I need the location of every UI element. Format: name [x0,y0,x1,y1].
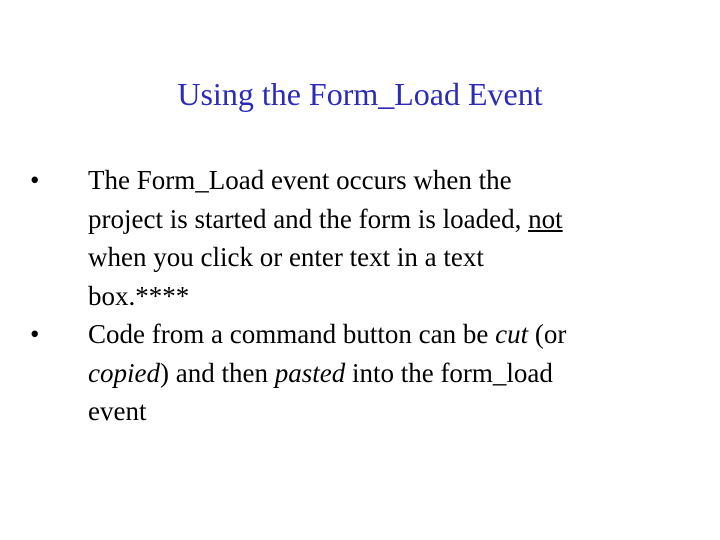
bullet-icon: • [30,165,40,195]
underlined-emphasis: not [528,203,563,234]
bullet-text-line: event [88,396,147,426]
bullet-text-segment: (or [528,319,567,349]
bullet-text-line: The Form_Load event occurs when the [88,165,512,195]
bullet-text-line: box.**** [88,280,190,311]
bullet-text-line [88,200,670,239]
bullet-item [30,161,670,315]
slide-title: Using the Form_Load Event [177,76,543,112]
bullet-text-line: when you click or enter text in a text [88,242,484,272]
italic-text: pasted [274,357,346,388]
bullet-icon: • [30,319,40,349]
italic-text: cut [495,319,529,349]
bullet-text-segment: project is started and the form is loaded, [88,203,529,234]
bullet-list [30,161,670,431]
bullet-text-line [88,315,670,354]
bullet-text-segment: ) and then [159,357,275,388]
bullet-item [30,315,670,431]
bullet-text-segment: into the form_load [345,357,553,388]
bullet-text-segment: Code from a command button can be [88,319,496,349]
bullet-text-line [88,354,670,393]
italic-text: copied [88,357,160,388]
